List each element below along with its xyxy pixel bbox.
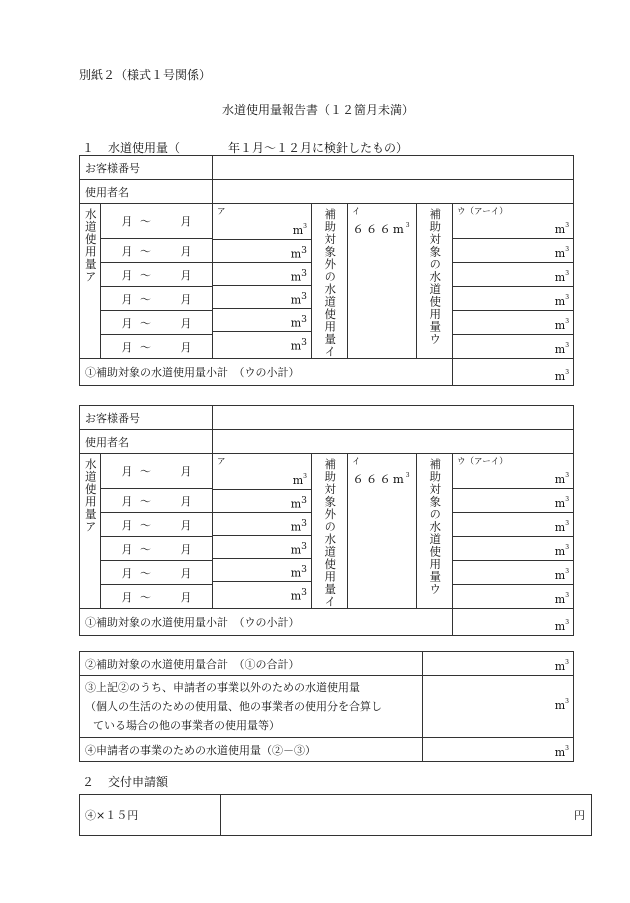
unit: $m^3$ [554,592,570,606]
unit: $m^3$ [554,472,570,487]
target-label: 補助対象の水道使用量ウ [428,458,443,596]
target-u-cell[interactable] [453,585,574,609]
unit: $m^3$ [554,544,570,559]
unit: $m^3$ [554,246,570,261]
excluded-label: 補助対象外の水道使用量イ [323,208,338,358]
period-row[interactable]: 月 ～ 月 [101,489,213,513]
period-row[interactable]: 月 ～ 月 [101,335,213,359]
unit: $m^3$ [554,659,569,673]
excluded-value: $666m^3$ [352,222,412,236]
yen-unit: 円 [574,809,585,822]
unit: $m^3$ [290,495,307,511]
unit: $m^3$ [554,745,569,759]
target-label-cell [417,204,453,359]
customer-number-label: お客様番号 [80,156,213,180]
unit: $m^3$ [290,291,307,307]
customer-number-field[interactable] [213,156,574,180]
target-u-cell[interactable] [453,561,574,585]
business-usage-value[interactable] [423,738,574,762]
subtotal-value[interactable] [453,609,574,636]
other-usage-line3: ている場合の他の事業者の使用量等） [93,719,280,732]
excluded-label-cell [312,204,348,359]
business-usage-label: ④申請者の事業のための水道使用量（②－③） [80,738,423,762]
target-u-cell[interactable] [453,454,574,489]
target-u-cell[interactable] [453,513,574,537]
usage-table-1 [79,155,574,386]
target-u-cell[interactable] [453,239,574,263]
subtotal-label: ①補助対象の水道使用量小計 （ウの小計） [80,609,453,636]
annex-label: 別紙２（様式１号関係） [79,68,212,82]
unit: $m^3$ [290,314,307,330]
target-u-cell[interactable] [453,335,574,359]
section1-heading [82,139,408,156]
usage-a-label-cell [80,454,101,609]
target-u-cell[interactable] [453,263,574,287]
total-label: ②補助対象の水道使用量合計 （①の合計） [80,652,423,676]
application-amount-table [79,794,592,836]
user-name-field[interactable] [213,180,574,204]
col-u-tag: ウ（アーイ） [457,457,508,467]
unit: $m^3$ [290,245,307,261]
usage-a-label: 水道使用量ア [83,458,98,533]
col-a-tag: ア [217,207,226,217]
subtotal-label: ①補助対象の水道使用量小計 （ウの小計） [80,359,453,386]
period-row[interactable]: 月 ～ 月 [101,204,213,239]
customer-number-label: お客様番号 [80,406,213,430]
usage-a-label: 水道使用量ア [83,208,98,283]
other-usage-value[interactable] [423,676,574,738]
unit: $m^3$ [290,587,307,603]
unit: $m^3$ [554,619,570,633]
period-row[interactable]: 月 ～ 月 [101,454,213,489]
unit: $m^3$ [554,318,570,333]
usage-a-cell[interactable] [213,204,312,359]
user-name-label: 使用者名 [80,180,213,204]
summary-table [79,651,574,762]
period-row[interactable]: 月 ～ 月 [101,513,213,537]
unit: $m^3$ [554,369,570,383]
excluded-value-cell[interactable] [348,454,417,609]
section2-heading [82,773,168,790]
col-i-tag: イ [352,207,361,217]
period-row[interactable]: 月 ～ 月 [101,537,213,561]
unit: $m^3$ [554,520,570,535]
total-value[interactable] [423,652,574,676]
user-name-label: 使用者名 [80,430,213,454]
excluded-value: $666m^3$ [352,472,412,486]
user-name-field[interactable] [213,430,574,454]
period-row[interactable]: 月 ～ 月 [101,287,213,311]
target-u-cell[interactable] [453,204,574,239]
subtotal-value[interactable] [453,359,574,386]
unit: $m^3$ [554,294,570,309]
unit: $m^3$ [554,698,569,712]
usage-table-2 [79,405,574,636]
document-title: 水道使用量報告書（１２箇月未満） [222,103,415,117]
excluded-label-cell [312,454,348,609]
unit: $m^3$ [290,337,307,353]
amount-field[interactable] [221,795,592,836]
col-i-tag: イ [352,457,361,467]
unit: $m^3$ [290,541,307,557]
target-label: 補助対象の水道使用量ウ [428,208,443,346]
unit: $m^3$ [554,222,570,237]
target-u-cell[interactable] [453,287,574,311]
section1-number: １ [82,141,95,155]
formula-label: ④×１５円 [80,795,221,836]
other-usage-line2: （個人の生活のための使用量、他の事業者の使用分を合算し [85,700,382,713]
target-u-cell[interactable] [453,311,574,335]
unit: $m^3$ [290,518,307,534]
target-u-cell[interactable] [453,537,574,561]
target-label-cell [417,454,453,609]
excluded-value-cell[interactable] [348,204,417,359]
unit: $m^3$ [554,496,570,511]
usage-a-cell[interactable] [213,454,312,609]
other-usage-line1: ③上記②のうち、申請者の事業以外のための水道使用量 [85,681,360,694]
section2-number: ２ [82,775,95,789]
usage-a-label-cell [80,204,101,359]
col-a-tag: ア [217,457,226,467]
unit: $m^3$ [290,564,307,580]
unit: $m^3$ [290,268,307,284]
customer-number-field[interactable] [213,406,574,430]
section1-title: 水道使用量（ 年１月～１２月に検針したもの） [108,141,409,155]
period-row[interactable]: 月 ～ 月 [101,239,213,263]
excluded-label: 補助対象外の水道使用量イ [323,458,338,608]
unit: $m^3$ [292,473,307,487]
unit: $m^3$ [292,223,307,237]
section2-title: 交付申請額 [108,775,169,789]
period-row[interactable]: 月 ～ 月 [101,585,213,609]
unit: $m^3$ [554,568,570,583]
unit: $m^3$ [554,270,570,285]
period-row[interactable]: 月 ～ 月 [101,263,213,287]
other-usage-label [80,676,423,738]
unit: $m^3$ [554,342,570,356]
period-row[interactable]: 月 ～ 月 [101,561,213,585]
col-u-tag: ウ（アーイ） [457,207,508,217]
period-row[interactable]: 月 ～ 月 [101,311,213,335]
target-u-cell[interactable] [453,489,574,513]
